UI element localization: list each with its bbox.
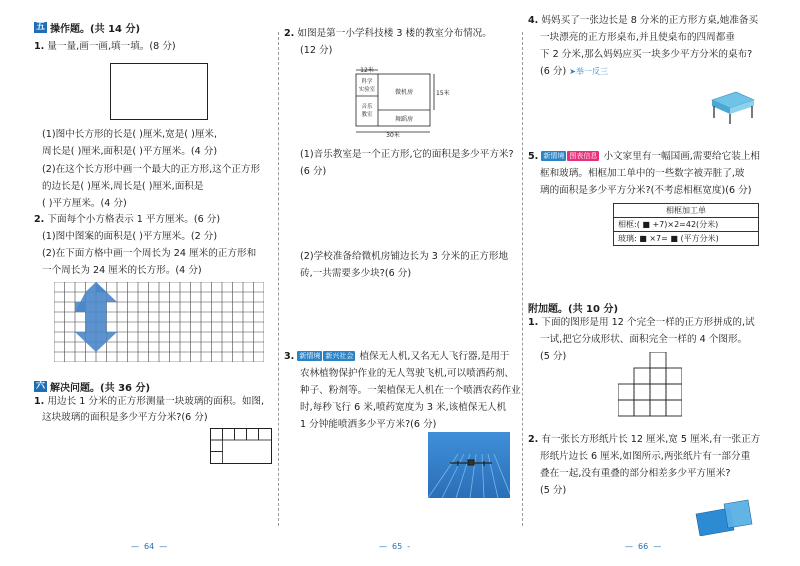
q1-line-3: (2)在这个长方形中画一个最大的正方形,这个正方形 — [42, 164, 261, 175]
mid-q3-line-1: 3. 新情境 新兴社会 植保无人机,又名无人飞行器,是用于 — [284, 351, 510, 362]
q3-line-1: 1. 用边长 1 分米的正方形测量一块玻璃的面积。如图, — [34, 396, 265, 407]
mid-q3-line-4: 时,每秒飞行 6 米,喷药宽度为 3 米,该植保无人机 — [300, 402, 507, 413]
mid-q3-line-5: 1 分钟能喷洒多少平方米?(6 分) — [300, 419, 437, 430]
plan-lab-2: 实验室 — [358, 87, 376, 93]
tag-chart-info: 图表信息 — [569, 152, 598, 160]
plan-bottom-label: 30米 — [386, 132, 400, 138]
q2-line-2: (2)在下面方格中画一个周长为 24 厘米的正方形和 — [42, 248, 257, 259]
mid-q3-line-3: 种子、粉剂等。一架植保无人机在一个喷洒农药作业 — [300, 385, 521, 396]
down-arrow-shape — [75, 322, 117, 352]
plan-music-1: 音乐 — [361, 104, 373, 110]
section-title: 操作题。(共 14 分) — [50, 24, 141, 35]
extra-q2-line-4: (5 分) — [540, 485, 567, 496]
tag-emerging-society: 新兴社会 — [325, 352, 354, 360]
q1-line-1: (1)图中长方形的长是( )厘米,宽是( )厘米, — [42, 129, 218, 140]
order-row-frame: 相框:( ■ +7)×2=42(分米) — [614, 218, 759, 232]
right-q4-line-4: (6 分) ➤举一反三 — [540, 66, 608, 77]
section-badge: 六 — [36, 381, 46, 391]
extra-q2-line-1: 2. 有一张长方形纸片长 12 厘米,宽 5 厘米,有一张正方 — [528, 434, 761, 445]
frame-order-table — [613, 203, 759, 246]
plan-dance: 舞蹈房 — [394, 116, 414, 123]
column-divider-2 — [522, 32, 523, 526]
rectangle-figure — [110, 63, 208, 120]
extra-q1-line-1: 1. 下面的图形是用 12 个完全一样的正方形拼成的,试 — [528, 317, 755, 328]
mid-q2-line-2: (12 分) — [300, 45, 333, 56]
q1-line-2: 周长是( )厘米,面积是( )平方厘米。(4 分) — [42, 146, 218, 157]
section-badge: 五 — [36, 22, 46, 32]
right-q5-line-3: 璃的面积是多少平方分米?(不考虑相框宽度)(6 分) — [540, 185, 752, 196]
plan-top-label: 12米 — [360, 67, 374, 74]
extra-q1-line-3: (5 分) — [540, 351, 567, 362]
glass-measure-figure — [210, 428, 272, 464]
tag-new-situation: 新情境 — [543, 152, 565, 160]
mid-q3-line-2: 农林植物保护作业的无人驾驶飞机,可以喷洒药剂、 — [300, 368, 515, 379]
grid-with-arrows — [54, 282, 264, 362]
tag-new-situation: 新情境 — [299, 352, 321, 360]
extra-q2-line-3: 叠在一起,没有重叠的部分相差多少平方厘米? — [540, 468, 731, 479]
mid-s2-line-2: 砖,一共需要多少块?(6 分) — [300, 268, 412, 279]
page-number-64: — 64 — — [131, 542, 168, 551]
order-title: 相框加工单 — [614, 204, 759, 218]
mid-q2-line-1: 2. 如图是第一小学科技楼 3 楼的教室分布情况。 — [284, 28, 492, 39]
q1-line-5: ( )平方厘米。(4 分) — [42, 198, 127, 209]
plan-lab-1: 科学 — [361, 79, 373, 85]
right-q5-line-2: 框和玻璃。相框加工单中的一些数字被弄脏了,玻 — [540, 168, 745, 179]
right-q4-line-1: 4. 妈妈买了一张边长是 8 分米的正方形方桌,她准备买 — [528, 15, 759, 26]
twelve-squares-figure — [618, 352, 682, 424]
table-cloth-picture — [706, 86, 758, 126]
hint-link[interactable]: ➤举一反三 — [569, 67, 608, 76]
mid-s2-line-1: (2)学校准备给微机房铺边长为 3 分米的正方形地 — [300, 251, 509, 262]
right-q5-line-1: 5. 新情境 图表信息 小文家里有一幅国画,需要给它装上相 — [528, 151, 761, 162]
order-row-glass: 玻璃: ■ ×7= ■ (平方分米) — [614, 232, 759, 246]
extra-section-heading: 附加题。(共 10 分) — [528, 304, 619, 315]
section-5-heading — [34, 20, 140, 35]
question-1: 1. 量一量,画一画,填一填。(8 分) — [34, 41, 176, 52]
drone-field-photo — [428, 432, 510, 498]
floor-plan-diagram — [348, 66, 458, 138]
right-q4-line-2: 一块漂亮的正方形桌布,并且使桌布的四周都垂 — [540, 32, 735, 43]
mid-s1-line-1: (1)音乐教室是一个正方形,它的面积是多少平方米? — [300, 149, 514, 160]
page-number-65: — 65 - — [379, 542, 411, 551]
column-divider-1 — [278, 32, 279, 526]
extra-q1-line-2: 一试,把它分成形状、面积完全一样的 4 个图形。 — [540, 334, 748, 345]
right-q4-line-3: 下 2 分米,那么妈妈应买一块多少平方分米的桌布? — [540, 49, 753, 60]
plan-music-2: 教室 — [361, 112, 373, 118]
q2-line-1: (1)图中图案的面积是( )平方厘米。(2 分) — [42, 231, 218, 242]
section-title: 解决问题。(共 36 分) — [50, 383, 151, 394]
section-6-heading — [34, 379, 150, 394]
plan-right-label: 15米 — [436, 90, 450, 97]
q2-line-3: 一个周长为 24 厘米的长方形。(4 分) — [42, 265, 202, 276]
overlapping-papers-figure — [694, 498, 756, 536]
mid-s1-line-2: (6 分) — [300, 166, 327, 177]
q1-line-4: 的边长是( )厘米,周长是( )厘米,面积是 — [42, 181, 204, 192]
question-2: 2. 下面每个小方格表示 1 平方厘米。(6 分) — [34, 214, 221, 225]
page-number-66: — 66 — — [625, 542, 662, 551]
extra-q2-line-2: 形纸片边长 6 厘米,如图所示,两张纸片有一部分重 — [540, 451, 751, 462]
q3-line-2: 这块玻璃的面积是多少平方分米?(6 分) — [42, 412, 208, 423]
plan-computer: 微机房 — [394, 89, 414, 96]
